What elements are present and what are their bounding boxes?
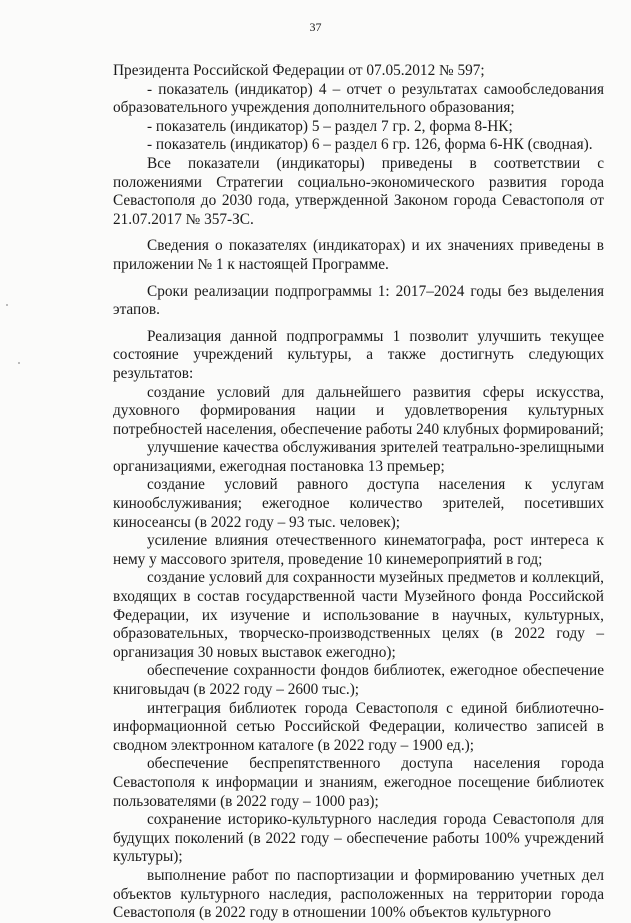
page-number: 37	[309, 20, 322, 34]
paragraph: создание условий равного доступа населения к услугам кинообслуживания; ежегодное количество зрителей, посетивших киносеансы (в 2022 году – 93 тыс. человек);	[113, 476, 604, 531]
paragraph: Сроки реализации подпрограммы 1: 2017–2024 годы без выделения этапов.	[113, 282, 604, 319]
paragraph: улучшение качества обслуживания зрителей театрально-зрелищными организациями, ежегодная постановка 13 премьер;	[113, 439, 604, 475]
scan-speck	[6, 304, 8, 306]
paragraph: обеспечение беспрепятственного доступа населения города Севастополя к информации и знаниям, ежегодное посещение библиотек пользователями (в 2022 году – 1000 раз);	[113, 755, 604, 810]
document-body	[113, 62, 604, 923]
paragraph: создание условий для сохранности музейных предметов и коллекций, входящих в состав государственной части Музейного фонда Российской Федерации, их изучение и использование в научных, культурных, образовательных, творческо-производственных целях (в 2022 году – организация 30 новых выставок ежегодно);	[113, 569, 604, 661]
paragraph: Реализация данной подпрограммы 1 позволит улучшить текущее состояние учреждений культуры, а также достигнуть следующих результатов:	[113, 327, 604, 382]
paragraph: интеграция библиотек города Севастополя с единой библиотечно-информационной сетью Российской Федерации, количество записей в сводном электронном каталоге (в 2022 году – 1900 ед.);	[113, 699, 604, 754]
paragraph: - показатель (индикатор) 4 – отчет о результатах самообследования образовательного учреждения дополнительного образования;	[113, 80, 604, 117]
scan-speck	[18, 362, 20, 364]
paragraph: усиление влияния отечественного кинематографа, рост интереса к нему у массового зрителя, проведение 10 кинемероприятий в год;	[113, 532, 604, 568]
paragraph: создание условий для дальнейшего развития сферы искусства, духовного формирования нации и удовлетворения культурных потребностей населения, обеспечение работы 240 клубных формирований;	[113, 383, 604, 438]
paragraph: - показатель (индикатор) 5 – раздел 7 гр. 2, форма 8-НК;	[147, 117, 513, 135]
paragraph: сохранение историко-культурного наследия города Севастополя для будущих поколений (в 2022 году – обеспечение работы 100% учреждений культуры);	[113, 811, 604, 866]
paragraph: выполнение работ по паспортизации и формированию учетных дел объектов культурного наследия, расположенных на территории города Севастополя (в 2022 году в отношении 100% объектов культурного	[113, 866, 604, 922]
paragraph: Сведения о показателях (индикаторах) и их значениях приведены в приложении № 1 к настоящей Программе.	[113, 237, 604, 273]
paragraph: Все показатели (индикаторы) приведены в соответствии с положениями Стратегии социально-экономического развития города Севастополя до 2030 года, утвержденной Законом города Севастополя от 21.07.2017 № 357-ЗС.	[113, 154, 604, 228]
paragraph: Президента Российской Федерации от 07.05.2012 № 597;	[113, 62, 485, 79]
paragraph: - показатель (индикатор) 6 – раздел 6 гр. 126, форма 6-НК (сводная).	[147, 136, 593, 154]
paragraph: обеспечение сохранности фондов библиотек, ежегодное обеспечение книговыдач (в 2022 году – 2600 тыс.);	[113, 662, 604, 698]
